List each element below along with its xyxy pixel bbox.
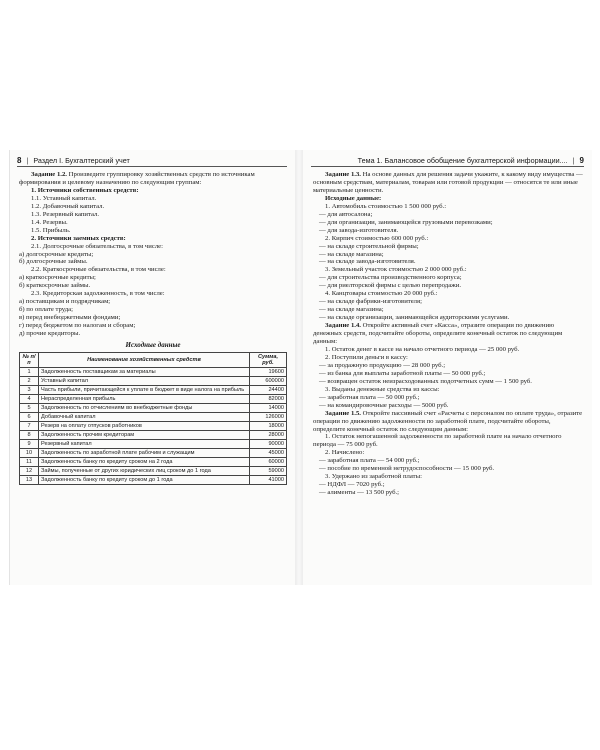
table-row [20,386,287,395]
table-cell: Задолженность банку по кредиту сроком на 2 года [39,458,250,467]
text-line [313,227,584,235]
text-line [19,171,287,187]
table-title: Исходные данные [125,341,181,350]
text-body: 2. Кирпич стоимостью 600 000 руб.: [325,234,429,242]
table-cell: 5 [20,404,39,413]
table-row [20,404,287,413]
text-line [313,290,584,298]
table-cell: 24400 [250,386,287,395]
text-line [19,282,287,290]
text-line [19,251,287,259]
text-body: — за продажную продукцию — 28 000 руб.; [319,361,446,369]
table-row [20,413,287,422]
text-body: 1. Остаток непогашенной задолженности по заработной плате на начало отчетного периода — 75 000 руб. [313,433,562,449]
text-body: г) перед бюджетом по налогам и сборам; [19,322,136,330]
text-line [313,211,584,219]
table-cell: 600000 [250,377,287,386]
table-cell: 11 [20,458,39,467]
text-line [313,394,584,402]
text-body: — на складе строительной фирмы; [319,242,419,250]
left-page-number: 8 [17,155,22,165]
text-line [313,457,584,465]
text-body: Откройте активный счет «Касса», отразите операции по движению денежных средств, подсчитайте обороты, определите конечный остаток по следующим данным: [313,322,563,346]
table-cell: 9 [20,440,39,449]
text-line [313,219,584,227]
text-body: б) по оплате труда; [19,306,73,314]
table-row [20,449,287,458]
header-separator: | [572,155,575,165]
text-body: — из банка для выплаты заработной платы — 50 000 руб.; [319,369,486,377]
header-separator: | [26,155,29,165]
text-body: 3. Выданы денежные средства из кассы: [325,385,440,393]
text-body: 4. Канцтовары стоимостью 20 000 руб.: [325,290,438,298]
table-cell: 18000 [250,422,287,431]
text-body: — заработная плата — 50 000 руб.; [319,393,420,401]
table-row [20,458,287,467]
table-row [20,422,287,431]
table-cell: Уставный капитал [39,377,250,386]
text-line [19,306,287,314]
table-cell: Добавочный капитал [39,413,250,422]
table-cell: 2 [20,377,39,386]
text-line [19,195,287,203]
table-cell: 45000 [250,449,287,458]
text-label: Задание 1.5. [325,409,361,417]
text-line [313,473,584,481]
text-line [313,314,584,322]
text-body: 2.2. Краткосрочные обязательства, в том числе: [31,266,166,274]
text-body: На основе данных для решения задачи укажите, к какому виду имущества — основным средствам, материалам, товарам или готовой продукции — относятся те или иные материальные ценности. [313,171,583,194]
text-line [19,219,287,227]
table-cell: 60000 [250,458,287,467]
table-cell: Задолженность по заработной плате рабочим и служащим [39,449,250,458]
text-line [313,306,584,314]
text-body: — на складе магазина; [319,250,384,258]
text-line [313,481,584,489]
left-page-content [19,171,287,485]
table-cell: 126000 [250,413,287,422]
text-line [19,243,287,251]
text-body: в) перед внебюджетными фондами; [19,314,121,322]
table-cell: 14000 [250,404,287,413]
text-body: — на складе магазина; [319,306,384,314]
text-line [313,378,584,386]
text-body: — на складе фабрики-изготовителя; [319,298,422,306]
text-label: 2. Источники заемных средств: [31,234,126,242]
table-cell: 59000 [250,467,287,476]
text-body: — НДФЛ — 7020 руб.; [319,481,385,489]
table-cell: 28000 [250,431,287,440]
text-body: — на складе завода-изготовителя. [319,258,416,266]
right-page [303,150,592,585]
table-cell: Займы, полученные от других юридических лиц сроком до 1 года [39,467,250,476]
text-line [313,410,584,434]
text-line [313,386,584,394]
table-cell: Резерв на оплату отпусков работников [39,422,250,431]
text-line [313,266,584,274]
text-label: Исходные данные: [325,194,382,202]
text-line [19,266,287,274]
book-gutter [295,150,303,585]
text-line [19,298,287,306]
table-cell: 13 [20,476,39,485]
left-page [9,150,295,585]
text-line [313,346,584,354]
text-line [313,402,584,410]
text-line [313,282,584,290]
text-line [313,354,584,362]
table-cell: 7 [20,422,39,431]
text-line [313,251,584,259]
table-cell: 3 [20,386,39,395]
table-header-row [20,352,287,367]
text-line [313,171,584,195]
text-body: 1.2. Добавочный капитал. [31,202,105,210]
table-cell: Нераспределенная прибыль [39,395,250,404]
text-line [19,235,287,243]
table-cell: 4 [20,395,39,404]
table-cell: 12 [20,467,39,476]
text-label: Задание 1.2. [31,171,67,178]
right-page-number: 9 [579,155,584,165]
text-line [313,203,584,211]
text-body: 1.5. Прибыль. [31,226,71,234]
text-body: — для завода-изготовителя. [319,226,399,234]
table-row [20,431,287,440]
text-body: б) краткосрочные займы. [19,282,91,290]
text-body: 2.3. Кредиторская задолженность, в том числе: [31,290,165,298]
text-body: а) долгосрочные кредиты; [19,250,94,258]
text-line [313,243,584,251]
left-section-title: Раздел I. Бухгалтерский учет [33,155,130,165]
text-line [19,227,287,235]
text-body: 3. Земельный участок стоимостью 2 000 000 руб.: [325,266,467,274]
text-body: 3. Удержано из заработной платы: [325,473,422,481]
text-body: б) долгосрочные займы. [19,258,88,266]
text-body: — заработная плата — 54 000 руб.; [319,457,420,465]
column-header: № п/п [20,352,39,367]
text-line [313,195,584,203]
text-line [19,211,287,219]
text-line [19,274,287,282]
text-line [313,258,584,266]
text-body: Откройте пассивный счет «Расчеты с персоналом по оплате труда», отразите операции по движению задолженности по заработной плате, подсчитайте обороты, определите конечный остаток по следующим данным: [313,409,583,433]
text-body: 1.1. Уставный капитал. [31,194,97,202]
text-body: Произведите группировку хозяйственных средств по источникам формирования и целевому назначению по следующим группам: [19,171,255,186]
source-data-table [19,352,287,485]
table-row [20,467,287,476]
text-line [19,314,287,322]
text-body: 2. Начислено: [325,449,365,457]
text-label: 1. Источники собственных средств: [31,186,139,194]
table-row [20,476,287,485]
text-body: — на командировочные расходы — 5000 руб. [319,401,449,409]
text-body: 1.3. Резервный капитал. [31,210,100,218]
text-body: 1. Автомобиль стоимостью 1 500 000 руб.: [325,202,447,210]
column-header: Наименование хозяйственных средств [39,352,250,367]
text-body: а) краткосрочные кредиты; [19,274,96,282]
table-cell: 1 [20,368,39,377]
text-line [313,235,584,243]
text-line [313,274,584,282]
text-line [19,258,287,266]
text-line [313,489,584,497]
right-page-header [311,154,584,167]
right-section-title: Тема 1. Балансовое обобщение бухгалтерской информации.... [357,155,568,165]
table-row [20,395,287,404]
text-line [19,322,287,330]
table-cell: Задолженность поставщикам за материалы [39,368,250,377]
text-body: — алименты — 13 500 руб.; [319,489,400,497]
table-cell: Задолженность банку по кредиту сроком до 1 года [39,476,250,485]
table-cell: 19600 [250,368,287,377]
table-cell: 82000 [250,395,287,404]
table-cell: Резервный капитал [39,440,250,449]
text-line [313,322,584,346]
text-label: Задание 1.3. [325,171,361,178]
text-line [19,203,287,211]
text-line [313,433,584,449]
text-line [313,465,584,473]
text-body: 2.1. Долгосрочные обязательства, в том числе: [31,242,164,250]
right-page-content [313,171,584,497]
text-body: — возвращен остаток неизрасходованных подотчетных сумм — 1 500 руб. [319,377,532,385]
column-header: Сумма, руб. [250,352,287,367]
table-row [20,440,287,449]
text-line [19,290,287,298]
table-cell: 6 [20,413,39,422]
text-body: 2. Поступили деньги в кассу: [325,353,408,361]
text-body: — на складе организации, занимающейся аудиторскими услугами. [319,314,510,322]
text-label: Задание 1.4. [325,322,361,330]
text-body: д) прочие кредиторы. [19,330,81,338]
table-cell: Часть прибыли, причитающейся к уплате в бюджет в виде налога на прибыль [39,386,250,395]
table-cell: Задолженность прочим кредиторам [39,431,250,440]
text-line [313,362,584,370]
text-body: — для организации, занимающейся грузовыми перевозками; [319,218,493,226]
text-line [313,370,584,378]
table-row [20,377,287,386]
table-row [20,368,287,377]
table-cell: 90000 [250,440,287,449]
left-page-header [17,154,287,167]
text-body: — для автосалона; [319,210,373,218]
table-cell: Задолженность по отчислениям во внебюджетные фонды [39,404,250,413]
text-body: — для строительства производственного корпуса; [319,274,462,282]
text-body: 1. Остаток денег в кассе на начало отчетного периода — 25 000 руб. [325,345,520,353]
table-cell: 41000 [250,476,287,485]
text-body: — для риелторской фирмы с целью перепродажи. [319,282,462,290]
text-line [313,449,584,457]
text-body: — пособие по временной нетрудоспособности — 15 000 руб. [319,465,495,473]
table-cell: 8 [20,431,39,440]
text-line [19,330,287,338]
text-body: 1.4. Резервы. [31,218,68,226]
table-cell: 10 [20,449,39,458]
text-body: а) поставщикам и подрядчикам; [19,298,111,306]
text-line [313,298,584,306]
text-line [19,187,287,195]
